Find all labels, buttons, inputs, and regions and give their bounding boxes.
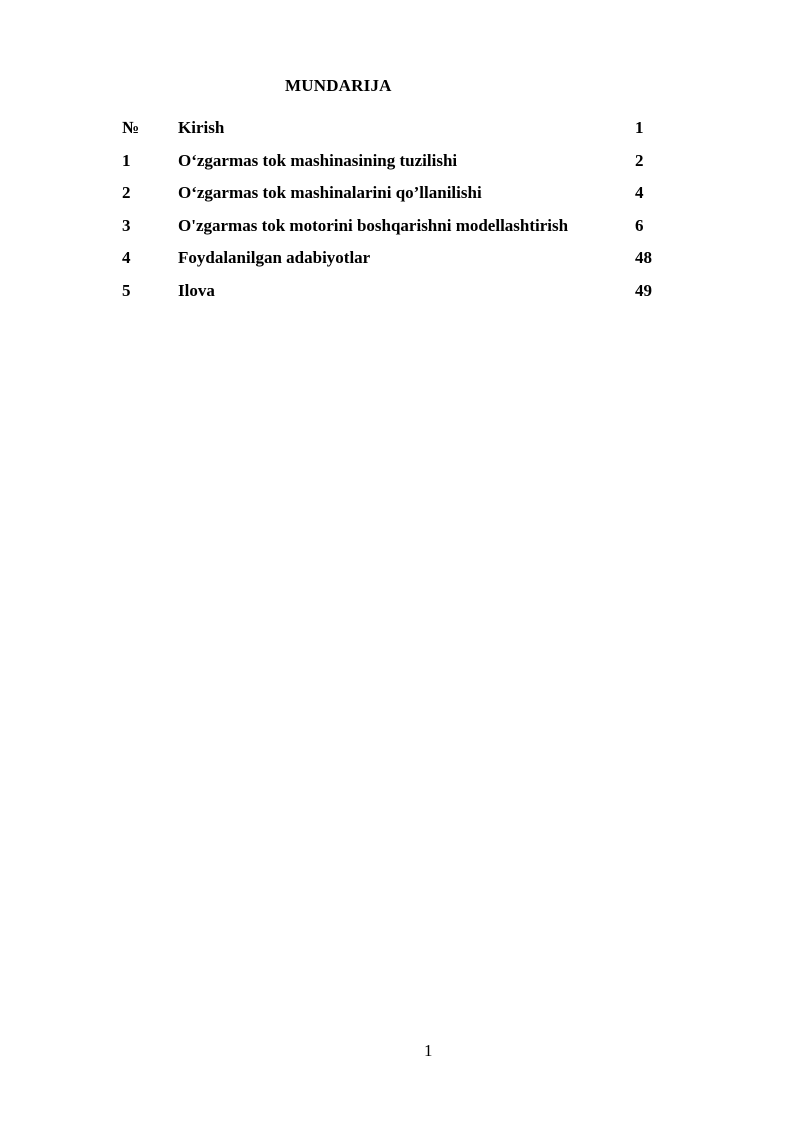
toc-row	[122, 248, 682, 281]
toc-number: 5	[122, 280, 131, 300]
toc-title: O'zgarmas tok motorini boshqarishni modellashtirish	[178, 215, 569, 235]
page-title: MUNDARIJA	[285, 76, 392, 95]
toc-number: 3	[122, 215, 131, 235]
toc-title: Kirish	[178, 118, 225, 137]
toc-number: 2	[122, 183, 131, 203]
toc-page-number: 6	[635, 215, 644, 235]
toc-title: O‘zgarmas tok mashinasining tuzilishi	[178, 150, 458, 170]
toc-title: Foydalanilgan adabiyotlar	[178, 248, 371, 268]
toc-row	[122, 216, 682, 249]
page-number: 1	[424, 1041, 433, 1060]
toc-page-number: 49	[635, 280, 652, 300]
toc-number: №	[122, 118, 140, 137]
toc-number: 1	[122, 150, 131, 170]
toc-number: 4	[122, 248, 131, 268]
toc-page-number: 1	[635, 118, 644, 137]
toc-page-number: 4	[635, 183, 644, 203]
table-of-contents	[122, 118, 682, 314]
toc-row	[122, 118, 682, 151]
toc-title: O‘zgarmas tok mashinalarini qo’llanilishi	[178, 183, 482, 203]
toc-page-number: 48	[635, 248, 652, 268]
toc-row	[122, 183, 682, 216]
toc-row	[122, 281, 682, 314]
toc-page-number: 2	[635, 150, 644, 170]
toc-title: Ilova	[178, 280, 215, 300]
toc-row	[122, 151, 682, 184]
